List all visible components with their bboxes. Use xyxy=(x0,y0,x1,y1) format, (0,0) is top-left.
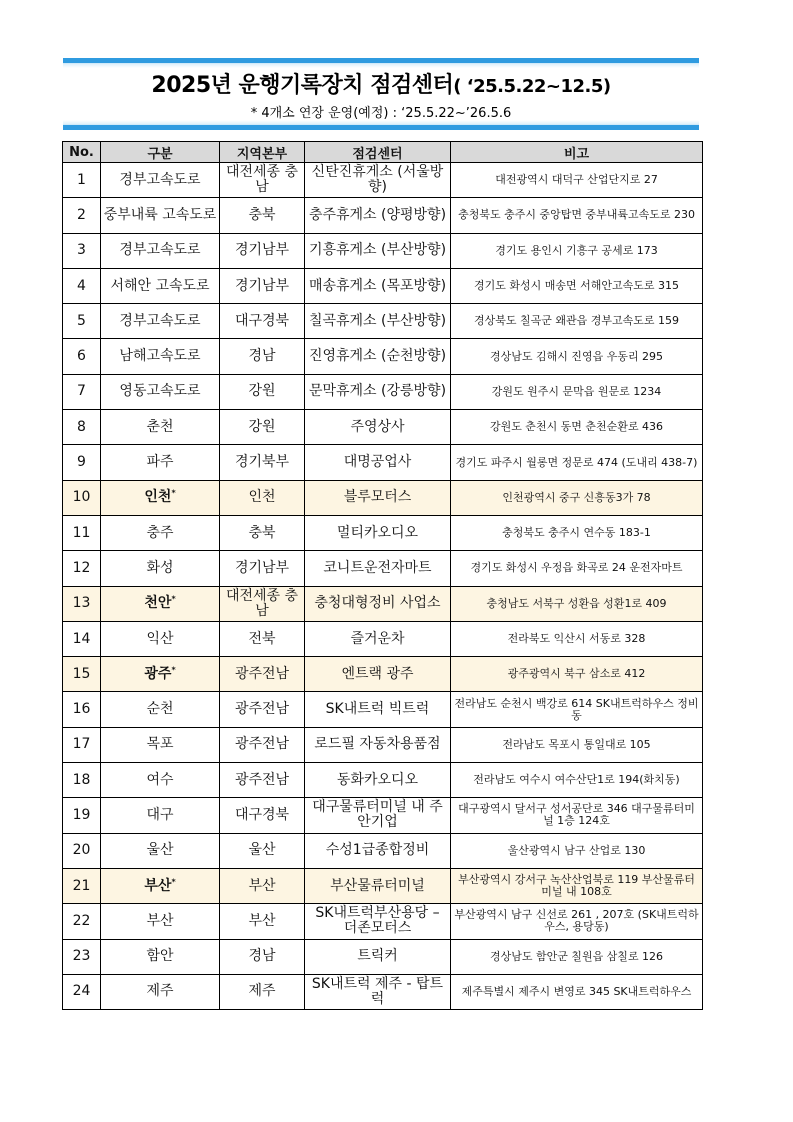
table-row xyxy=(63,939,703,974)
table-row xyxy=(63,692,703,727)
cell-center: SK내트럭부산용당 – 더존모터스 xyxy=(305,904,451,939)
page-subtitle: * 4개소 연장 운영(예정) : ‘25.5.22~’26.5.6 xyxy=(250,106,512,121)
table-row xyxy=(63,339,703,374)
cell-center: 대구물류터미널 내 주안기업 xyxy=(305,798,451,833)
cell-note: 전라남도 목포시 통일대로 105 xyxy=(451,727,703,762)
table-row xyxy=(63,515,703,550)
table-row xyxy=(63,974,703,1009)
cell-type: 순천 xyxy=(101,692,220,727)
table-row xyxy=(63,268,703,303)
cell-center: 충주휴게소 (양평방향) xyxy=(305,198,451,233)
cell-no: 22 xyxy=(63,904,101,939)
extension-mark: * xyxy=(171,488,176,498)
cell-region: 충북 xyxy=(220,198,305,233)
cell-no: 10 xyxy=(63,480,101,515)
cell-center: 수성1급종합정비 xyxy=(305,833,451,868)
cell-center: 매송휴게소 (목포방향) xyxy=(305,268,451,303)
cell-region: 제주 xyxy=(220,974,305,1009)
cell-no: 2 xyxy=(63,198,101,233)
cell-center: 블루모터스 xyxy=(305,480,451,515)
cell-type: 춘천 xyxy=(101,410,220,445)
title-banner xyxy=(63,58,699,130)
cell-center: 트릭커 xyxy=(305,939,451,974)
cell-region: 경남 xyxy=(220,339,305,374)
cell-center: 동화카오디오 xyxy=(305,763,451,798)
cell-note: 제주특별시 제주시 변영로 345 SK내트럭하우스 xyxy=(451,974,703,1009)
cell-note: 전라남도 순천시 백강로 614 SK내트럭하우스 정비동 xyxy=(451,692,703,727)
cell-region: 대전세종 충남 xyxy=(220,586,305,621)
cell-region: 대구경북 xyxy=(220,798,305,833)
cell-region: 경기북부 xyxy=(220,445,305,480)
cell-region: 부산 xyxy=(220,868,305,903)
cell-no: 3 xyxy=(63,233,101,268)
col-header-type: 구분 xyxy=(101,142,220,163)
cell-type: 여수 xyxy=(101,763,220,798)
cell-no: 12 xyxy=(63,551,101,586)
cell-no: 5 xyxy=(63,304,101,339)
cell-center: SK내트럭 빅트럭 xyxy=(305,692,451,727)
cell-region: 강원 xyxy=(220,410,305,445)
cell-type: 화성 xyxy=(101,551,220,586)
cell-type: 중부내륙 고속도로 xyxy=(101,198,220,233)
cell-type: 목포 xyxy=(101,727,220,762)
cell-center: 대명공업사 xyxy=(305,445,451,480)
cell-type: 함안 xyxy=(101,939,220,974)
page-title xyxy=(63,68,699,99)
cell-type: 울산 xyxy=(101,833,220,868)
cell-center: 즐거운차 xyxy=(305,621,451,656)
cell-type: 대구 xyxy=(101,798,220,833)
cell-center: 코니트운전자마트 xyxy=(305,551,451,586)
cell-no: 11 xyxy=(63,515,101,550)
cell-note: 부산광역시 남구 신선로 261 , 207호 (SK내트럭하우스, 용당동) xyxy=(451,904,703,939)
cell-no: 1 xyxy=(63,163,101,198)
cell-region: 전북 xyxy=(220,621,305,656)
cell-no: 16 xyxy=(63,692,101,727)
cell-note: 충청남도 서북구 성환읍 성환1로 409 xyxy=(451,586,703,621)
cell-type: 인천* xyxy=(101,480,220,515)
page-title-main: 2025년 운행기록장치 점검센터 xyxy=(151,73,454,98)
cell-region: 충북 xyxy=(220,515,305,550)
table-body xyxy=(63,163,703,1010)
cell-region: 대전세종 충남 xyxy=(220,163,305,198)
cell-note: 충청북도 충주시 연수동 183-1 xyxy=(451,515,703,550)
cell-note: 강원도 춘천시 동면 춘천순환로 436 xyxy=(451,410,703,445)
cell-no: 19 xyxy=(63,798,101,833)
cell-no: 9 xyxy=(63,445,101,480)
cell-note: 경상북도 칠곡군 왜관읍 경부고속도로 159 xyxy=(451,304,703,339)
cell-note: 전라남도 여수시 여수산단1로 194(화치동) xyxy=(451,763,703,798)
cell-region: 울산 xyxy=(220,833,305,868)
cell-region: 강원 xyxy=(220,374,305,409)
cell-note: 울산광역시 남구 산업로 130 xyxy=(451,833,703,868)
cell-type: 부산* xyxy=(101,868,220,903)
cell-no: 20 xyxy=(63,833,101,868)
cell-note: 인천광역시 중구 신흥동3가 78 xyxy=(451,480,703,515)
cell-no: 14 xyxy=(63,621,101,656)
cell-no: 21 xyxy=(63,868,101,903)
table-row xyxy=(63,798,703,833)
cell-type: 충주 xyxy=(101,515,220,550)
table-row xyxy=(63,410,703,445)
cell-center: 로드필 자동차용품점 xyxy=(305,727,451,762)
cell-center: 칠곡휴게소 (부산방향) xyxy=(305,304,451,339)
cell-region: 광주전남 xyxy=(220,727,305,762)
cell-note: 대구광역시 달서구 성서공단로 346 대구물류터미널 1층 124호 xyxy=(451,798,703,833)
cell-type: 영동고속도로 xyxy=(101,374,220,409)
cell-note: 경기도 화성시 우정읍 화곡로 24 운전자마트 xyxy=(451,551,703,586)
page-title-period: ( ‘25.5.22~12.5) xyxy=(453,76,611,97)
table-row xyxy=(63,727,703,762)
banner-top-rule xyxy=(63,58,699,63)
table-header-row xyxy=(63,142,703,163)
col-header-no: No. xyxy=(63,142,101,163)
cell-note: 경기도 화성시 매송면 서해안고속도로 315 xyxy=(451,268,703,303)
cell-type: 경부고속도로 xyxy=(101,304,220,339)
col-header-region: 지역본부 xyxy=(220,142,305,163)
table-row xyxy=(63,763,703,798)
cell-center: 엔트랙 광주 xyxy=(305,657,451,692)
cell-region: 경기남부 xyxy=(220,551,305,586)
cell-center: 충청대형정비 사업소 xyxy=(305,586,451,621)
cell-center: 멀티카오디오 xyxy=(305,515,451,550)
cell-type: 남해고속도로 xyxy=(101,339,220,374)
cell-note: 광주광역시 북구 삼소로 412 xyxy=(451,657,703,692)
cell-no: 6 xyxy=(63,339,101,374)
cell-type: 경부고속도로 xyxy=(101,163,220,198)
cell-type: 경부고속도로 xyxy=(101,233,220,268)
cell-no: 7 xyxy=(63,374,101,409)
col-header-note: 비고 xyxy=(451,142,703,163)
table-row xyxy=(63,445,703,480)
extension-mark: * xyxy=(171,665,176,675)
inspection-center-table xyxy=(62,141,703,1010)
extension-mark: * xyxy=(171,876,176,886)
cell-type: 서해안 고속도로 xyxy=(101,268,220,303)
cell-region: 광주전남 xyxy=(220,692,305,727)
table-row xyxy=(63,304,703,339)
cell-no: 23 xyxy=(63,939,101,974)
cell-note: 경상남도 김해시 진영읍 우동리 295 xyxy=(451,339,703,374)
table-row xyxy=(63,868,703,903)
cell-region: 광주전남 xyxy=(220,657,305,692)
cell-region: 경기남부 xyxy=(220,233,305,268)
cell-note: 부산광역시 강서구 녹산산업북로 119 부산물류터미널 내 108호 xyxy=(451,868,703,903)
cell-note: 충청북도 충주시 중앙탑면 중부내륙고속도로 230 xyxy=(451,198,703,233)
table-row xyxy=(63,657,703,692)
cell-no: 15 xyxy=(63,657,101,692)
cell-region: 경기남부 xyxy=(220,268,305,303)
cell-no: 13 xyxy=(63,586,101,621)
table-row xyxy=(63,480,703,515)
cell-note: 경상남도 함안군 칠원읍 삼칠로 126 xyxy=(451,939,703,974)
cell-no: 18 xyxy=(63,763,101,798)
cell-note: 전라북도 익산시 서동로 328 xyxy=(451,621,703,656)
cell-type: 익산 xyxy=(101,621,220,656)
cell-type: 제주 xyxy=(101,974,220,1009)
cell-no: 17 xyxy=(63,727,101,762)
cell-center: 신탄진휴게소 (서울방향) xyxy=(305,163,451,198)
cell-center: 문막휴게소 (강릉방향) xyxy=(305,374,451,409)
cell-region: 경남 xyxy=(220,939,305,974)
extension-mark: * xyxy=(171,594,176,604)
cell-no: 24 xyxy=(63,974,101,1009)
cell-no: 4 xyxy=(63,268,101,303)
cell-note: 경기도 파주시 월롱면 정문로 474 (도내리 438-7) xyxy=(451,445,703,480)
banner-bottom-rule xyxy=(63,125,699,130)
table-row xyxy=(63,551,703,586)
cell-region: 광주전남 xyxy=(220,763,305,798)
cell-type: 광주* xyxy=(101,657,220,692)
cell-note: 경기도 용인시 기흥구 공세로 173 xyxy=(451,233,703,268)
cell-center: 주영상사 xyxy=(305,410,451,445)
cell-region: 부산 xyxy=(220,904,305,939)
table-row xyxy=(63,163,703,198)
cell-region: 대구경북 xyxy=(220,304,305,339)
cell-center: 기흥휴게소 (부산방향) xyxy=(305,233,451,268)
cell-center: SK내트럭 제주 - 탑트럭 xyxy=(305,974,451,1009)
cell-center: 진영휴게소 (순천방향) xyxy=(305,339,451,374)
cell-center: 부산물류터미널 xyxy=(305,868,451,903)
col-header-center: 점검센터 xyxy=(305,142,451,163)
table-row xyxy=(63,233,703,268)
table-row xyxy=(63,621,703,656)
table-row xyxy=(63,374,703,409)
cell-type: 부산 xyxy=(101,904,220,939)
table-row xyxy=(63,586,703,621)
cell-type: 파주 xyxy=(101,445,220,480)
table-row xyxy=(63,904,703,939)
cell-region: 인천 xyxy=(220,480,305,515)
cell-note: 강원도 원주시 문막읍 원문로 1234 xyxy=(451,374,703,409)
cell-note: 대전광역시 대덕구 산업단지로 27 xyxy=(451,163,703,198)
cell-no: 8 xyxy=(63,410,101,445)
table-row xyxy=(63,833,703,868)
cell-type: 천안* xyxy=(101,586,220,621)
table-row xyxy=(63,198,703,233)
